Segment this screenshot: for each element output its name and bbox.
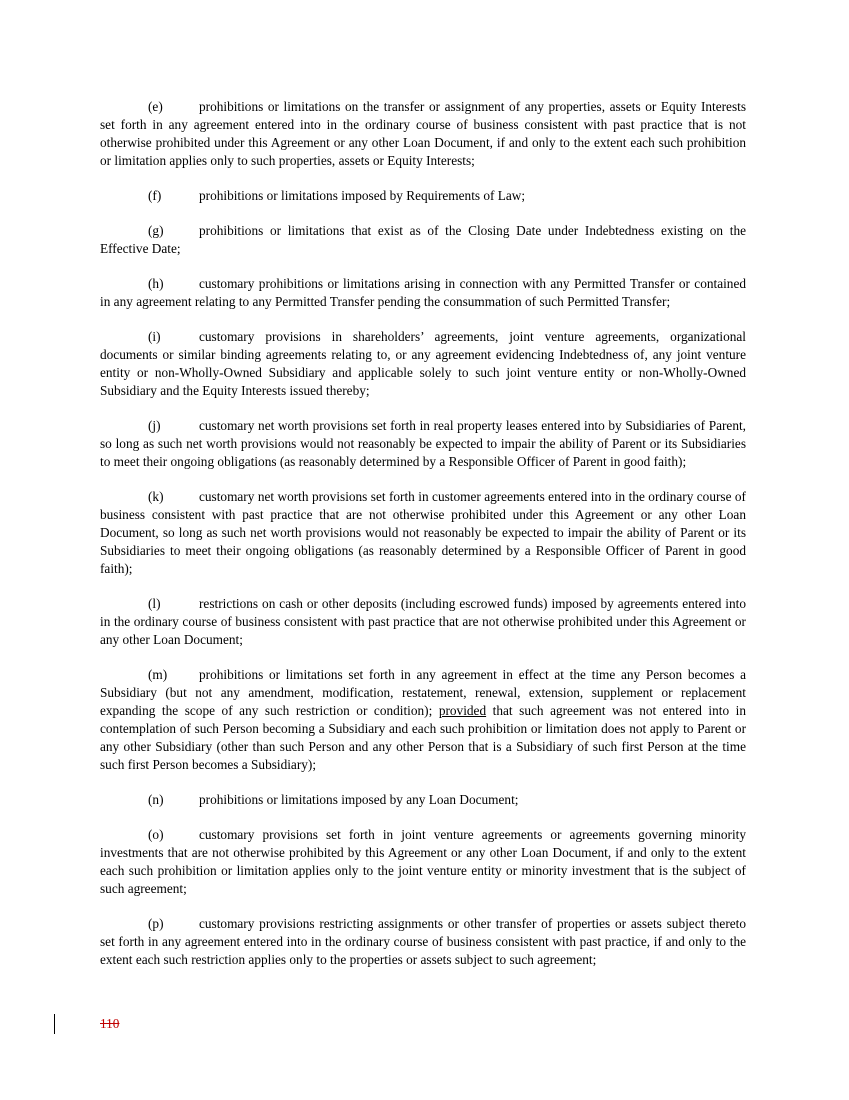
clause-f xyxy=(100,187,746,205)
document-body xyxy=(100,98,746,986)
clause-text: prohibitions or limitations imposed by any Loan Document; xyxy=(199,792,519,807)
clause-text-after: that such agreement was not entered into in contemplation of such Person becoming a Subsidiary and each such prohibition or limitation does not apply to Parent or any other Subsidiary (other than such Person and any other Person that is a Subsidiary of such first Person at the time such first Person becomes a Subsidiary); xyxy=(100,703,746,772)
clause-text: prohibitions or limitations on the transfer or assignment of any properties, assets or Equity Interests set forth in any agreement entered into in the ordinary course of business consistent with past practice that is not otherwise prohibited under this Agreement or any other Loan Document, if and only to the extent each such prohibition or limitation applies only to such properties, assets or Equity Interests; xyxy=(100,99,746,168)
clause-marker: (p) xyxy=(148,916,164,931)
clause-marker: (e) xyxy=(148,99,163,114)
clause-j xyxy=(100,417,746,471)
clause-text: customary net worth provisions set forth in real property leases entered into by Subsidiaries of Parent, so long as such net worth provisions would not reasonably be expected to impair the ability of Parent or its Subsidiaries to meet their ongoing obligations (as reasonably determined by a Responsible Officer of Parent in good faith); xyxy=(100,418,746,469)
clause-text: customary provisions restricting assignments or other transfer of properties or assets subject thereto set forth in any agreement entered into in the ordinary course of business consistent with past practice, if and only to the extent each such restriction applies only to the properties or assets subject to such agreement; xyxy=(100,916,746,967)
clause-n xyxy=(100,791,746,809)
revision-change-bar xyxy=(54,1014,55,1034)
clause-text: customary net worth provisions set forth in customer agreements entered into in the ordinary course of business consistent with past practice that are not otherwise prohibited under this Agreement or any other Loan Document, so long as such net worth provisions would not reasonably be expected to impair the ability of Parent or its Subsidiaries to meet their ongoing obligations (as reasonably determined by a Responsible Officer of Parent in good faith); xyxy=(100,489,746,576)
clause-text: restrictions on cash or other deposits (including escrowed funds) imposed by agreements entered into in the ordinary course of business consistent with past practice that are not otherwise prohibited under this Agreement or any other Loan Document; xyxy=(100,596,746,647)
clause-e xyxy=(100,98,746,170)
clause-marker: (l) xyxy=(148,596,161,611)
clause-text: customary prohibitions or limitations arising in connection with any Permitted Transfer or contained in any agreement relating to any Permitted Transfer pending the consummation of such Permitted Transfer; xyxy=(100,276,746,309)
clause-marker: (i) xyxy=(148,329,161,344)
clause-m xyxy=(100,666,746,774)
clause-h xyxy=(100,275,746,311)
provided-term: provided xyxy=(438,703,487,718)
clause-i xyxy=(100,328,746,400)
clause-marker: (f) xyxy=(148,188,162,203)
page-footer xyxy=(54,1014,174,1034)
clause-marker: (n) xyxy=(148,792,164,807)
clause-marker: (m) xyxy=(148,667,168,682)
clause-marker: (o) xyxy=(148,827,164,842)
clause-text: prohibitions or limitations that exist as of the Closing Date under Indebtedness existing on the Effective Date; xyxy=(100,223,746,256)
clause-k xyxy=(100,488,746,578)
clause-text-before: prohibitions or limitations set forth in any agreement in effect at the time any Person becomes a Subsidiary (but not any amendment, modification, restatement, renewal, extension, supplement or replacement expanding the scope of any such restriction or condition); xyxy=(100,667,746,718)
clause-marker: (g) xyxy=(148,223,164,238)
page-number: 110 xyxy=(100,1016,120,1031)
clause-marker: (k) xyxy=(148,489,164,504)
clause-o xyxy=(100,826,746,898)
clause-marker: (h) xyxy=(148,276,164,291)
clause-text: prohibitions or limitations imposed by Requirements of Law; xyxy=(199,188,526,203)
clause-p xyxy=(100,915,746,969)
clause-l xyxy=(100,595,746,649)
clause-g xyxy=(100,222,746,258)
clause-marker: (j) xyxy=(148,418,161,433)
clause-text: customary provisions set forth in joint venture agreements or agreements governing minority investments that are not otherwise prohibited by this Agreement or any other Loan Document, if and only to the extent each such prohibition or limitation applies only to the joint venture entity or minority investment that is the subject of such agreement; xyxy=(100,827,746,896)
clause-text: customary provisions in shareholders’ agreements, joint venture agreements, organizational documents or similar binding agreements relating to, or any agreement evidencing Indebtedness of, any joint venture entity or non-Wholly-Owned Subsidiary and applicable solely to such joint venture entity or non-Wholly-Owned Subsidiary and the Equity Interests issued thereby; xyxy=(100,329,746,398)
